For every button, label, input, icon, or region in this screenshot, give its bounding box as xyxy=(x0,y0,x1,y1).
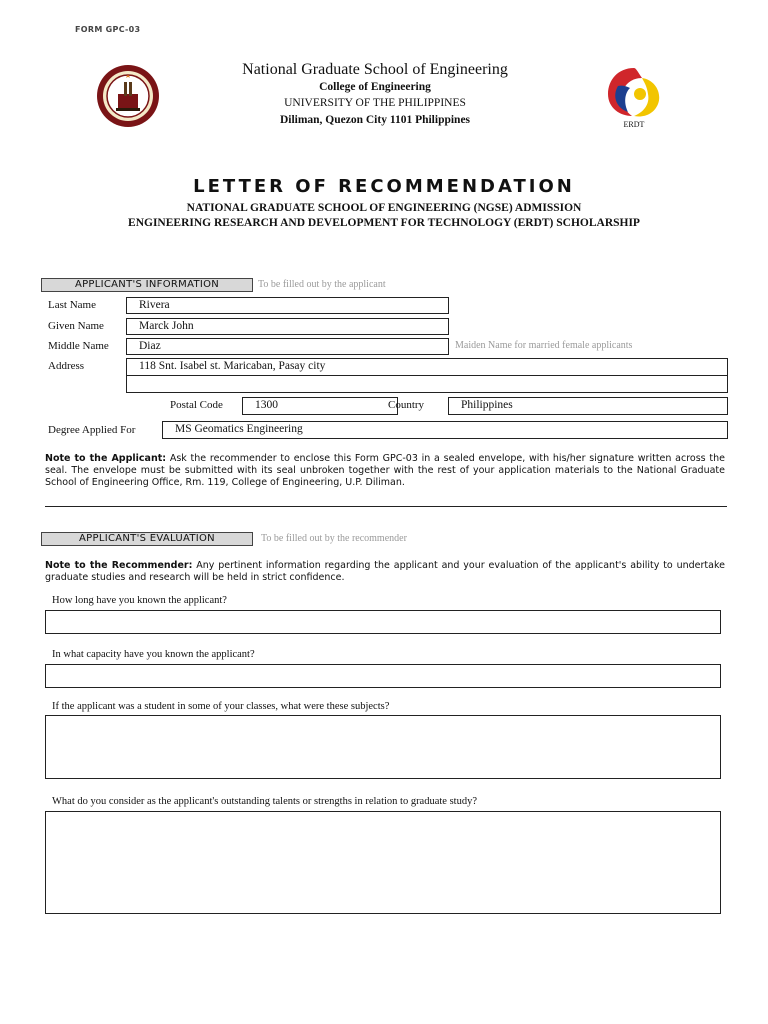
college-name: College of Engineering xyxy=(319,81,431,93)
answer-known-duration[interactable] xyxy=(45,610,721,634)
note-to-recommender-text: Any pertinent information regarding the applicant and your evaluation of the applicant's ability to undertake graduate studies and research will be held in strict confidence. xyxy=(45,560,725,583)
erdt-caption: ERDT xyxy=(623,120,645,128)
evaluation-hint: To be filled out by the recommender xyxy=(261,533,407,544)
applicant-info-hint: To be filled out by the applicant xyxy=(258,279,386,290)
degree-label: Degree Applied For xyxy=(48,424,136,436)
note-to-applicant-text: Ask the recommender to enclose this Form GPC-03 in a sealed envelope, with his/her signature written across the seal. The envelope must be submitted with its seal unbroken together with the rest of your application materials to the National Graduate School of Engineering Office, Rm. 119, College of Engineering, U.P. Diliman. xyxy=(45,453,725,488)
note-to-recommender xyxy=(45,560,725,584)
note-to-applicant-lead: Note to the Applicant: xyxy=(45,453,167,464)
university-address: Diliman, Quezon City 1101 Philippines xyxy=(279,114,471,126)
postal-code-label: Postal Code xyxy=(170,399,223,411)
degree-field[interactable]: MS Geomatics Engineering xyxy=(162,421,728,439)
country-field[interactable]: Philippines xyxy=(448,397,728,415)
page-title: LETTER OF RECOMMENDATION xyxy=(193,176,575,197)
country-label: Country xyxy=(388,399,425,411)
question-known-duration: How long have you known the applicant? xyxy=(52,595,227,606)
middle-name-hint: Maiden Name for married female applicants xyxy=(455,340,633,351)
university-name: UNIVERSITY OF THE PHILIPPINES xyxy=(284,97,466,109)
address-line1-field[interactable]: 118 Snt. Isabel st. Maricaban, Pasay city xyxy=(126,358,728,376)
question-capacity: In what capacity have you known the applicant? xyxy=(52,649,255,660)
school-name: National Graduate School of Engineering xyxy=(242,61,508,78)
erdt-logo xyxy=(602,64,666,128)
question-subjects: If the applicant was a student in some of your classes, what were these subjects? xyxy=(52,701,390,712)
answer-subjects[interactable] xyxy=(45,715,721,779)
answer-strengths[interactable] xyxy=(45,811,721,914)
note-to-recommender-lead: Note to the Recommender: xyxy=(45,560,193,571)
middle-name-field[interactable]: Diaz xyxy=(126,338,449,355)
form-id: FORM GPC-03 xyxy=(75,25,141,34)
middle-name-label: Middle Name xyxy=(48,340,109,352)
last-name-label: Last Name xyxy=(48,299,96,311)
address-line2-field[interactable] xyxy=(126,375,728,393)
evaluation-section-label: APPLICANT'S EVALUATION xyxy=(41,532,253,546)
section-divider xyxy=(45,506,727,507)
subtitle-admission: NATIONAL GRADUATE SCHOOL OF ENGINEERING (NGSE) ADMISSION xyxy=(186,202,582,214)
postal-code-field[interactable]: 1300 xyxy=(242,397,398,415)
note-to-applicant xyxy=(45,453,725,489)
address-label: Address xyxy=(48,360,85,372)
given-name-field[interactable]: Marck John xyxy=(126,318,449,335)
applicant-info-section-label: APPLICANT'S INFORMATION xyxy=(41,278,253,292)
answer-capacity[interactable] xyxy=(45,664,721,688)
subtitle-scholarship: ENGINEERING RESEARCH AND DEVELOPMENT FOR TECHNOLOGY (ERDT) SCHOLARSHIP xyxy=(128,217,640,229)
question-strengths: What do you consider as the applicant's outstanding talents or strengths in relation to graduate study? xyxy=(52,796,477,807)
given-name-label: Given Name xyxy=(48,320,104,332)
last-name-field[interactable]: Rivera xyxy=(126,297,449,314)
